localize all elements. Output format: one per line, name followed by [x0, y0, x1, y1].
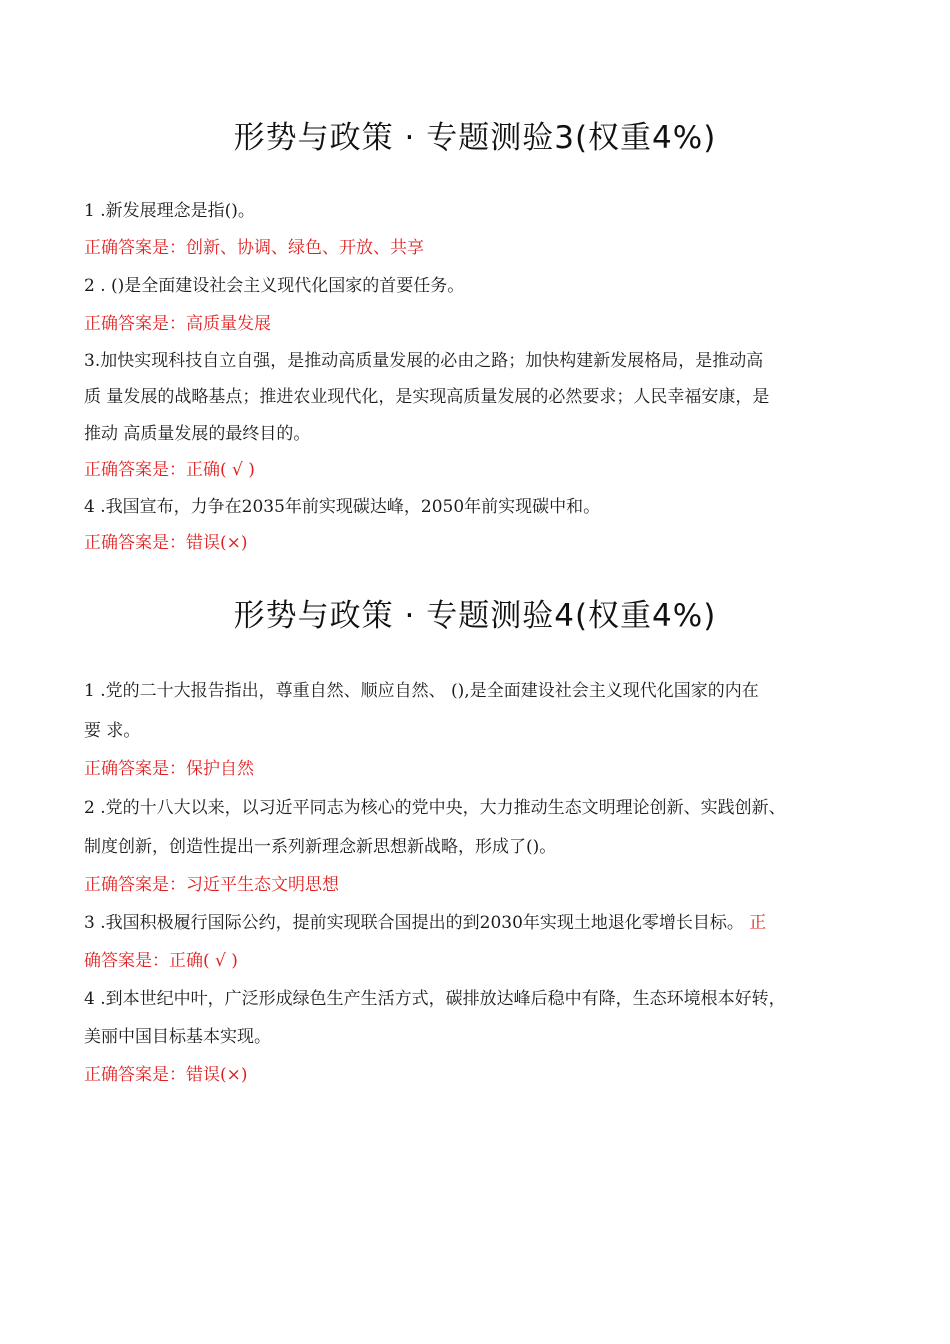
- question-text-main: 3 .我国积极履行国际公约，提前实现联合国提出的到2030年实现土地退化零增长目标。: [84, 913, 744, 933]
- answer-text: 正确答案是：错误(×): [84, 1065, 248, 1085]
- answer-text: 正确答案是：错误(×): [84, 533, 248, 553]
- question-text: 质 量发展的战略基点；推进农业现代化，是实现高质量发展的必然要求；人民幸福安康，是: [84, 387, 770, 407]
- question-text: 美丽中国目标基本实现。: [84, 1027, 271, 1047]
- question-text: 要 求。: [84, 721, 141, 741]
- question-text: 4 .到本世纪中叶，广泛形成绿色生产生活方式，碳排放达峰后稳中有降，生态环境根本好转，: [84, 989, 786, 1009]
- answer-text: 正确答案是：保护自然: [84, 759, 254, 779]
- question-text: 1 .新发展理念是指()。: [84, 201, 255, 221]
- section-title-quiz-4: 形势与政策 · 专题测验4(权重4%): [233, 598, 717, 634]
- question-text: 1 .党的二十大报告指出，尊重自然、顺应自然、 (),是全面建设社会主义现代化国家的内在: [84, 681, 759, 701]
- question-text: 4 .我国宣布，力争在2035年前实现碳达峰，2050年前实现碳中和。: [84, 497, 601, 517]
- question-text: 推动 高质量发展的最终目的。: [84, 424, 311, 444]
- question-text: 2 .党的十八大以来，以习近平同志为核心的党中央，大力推动生态文明理论创新、实践创新、: [84, 798, 786, 818]
- question-text: 制度创新，创造性提出一系列新理念新思想新战略，形成了()。: [84, 837, 557, 857]
- section-title-quiz-3: 形势与政策 · 专题测验3(权重4%): [233, 120, 717, 156]
- answer-text: 正确答案是：高质量发展: [84, 314, 271, 334]
- answer-text: 正确答案是：正确( √ ): [84, 460, 255, 480]
- answer-text: 确答案是：正确( √ ): [84, 951, 238, 971]
- answer-text: 正确答案是：创新、协调、绿色、开放、共享: [84, 238, 424, 258]
- question-text: 3.加快实现科技自立自强，是推动高质量发展的必由之路；加快构建新发展格局，是推动高: [84, 351, 764, 371]
- question-text: 2 . ()是全面建设社会主义现代化国家的首要任务。: [84, 276, 465, 296]
- answer-text: 正确答案是：习近平生态文明思想: [84, 875, 339, 895]
- answer-label-start: 正: [743, 913, 767, 933]
- question-text: [84, 912, 766, 934]
